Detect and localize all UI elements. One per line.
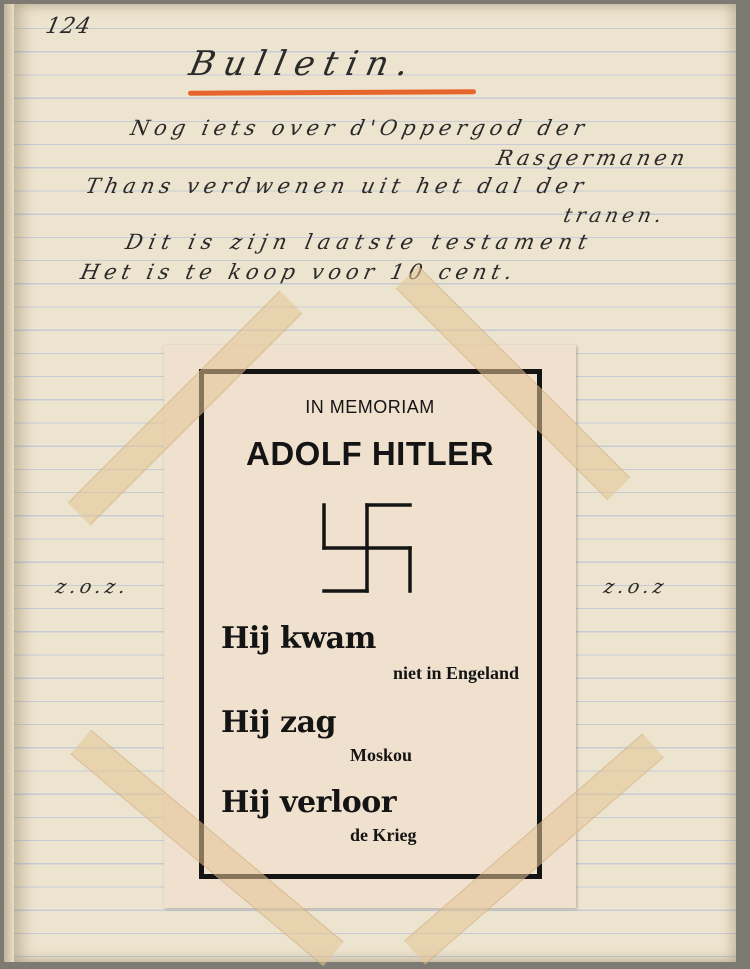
zoz-note-right: z.o.z — [601, 576, 670, 598]
handwritten-line: Rasgermanen — [494, 146, 691, 170]
zoz-note-left: z.o.z. — [53, 576, 132, 598]
verse-sub: de Krieg — [350, 825, 417, 845]
verse-main: Hij zag — [221, 705, 336, 740]
handwritten-line: tranen. — [561, 203, 669, 227]
handwritten-line: Dit is zijn laatste testament — [123, 230, 596, 254]
card-name: ADOLF HITLER — [246, 435, 494, 472]
verse-sub: Moskou — [350, 745, 413, 765]
handwritten-line: Thans verdwenen uit het dal der — [83, 174, 591, 198]
memorial-card — [164, 345, 576, 908]
bulletin-title: Bulletin. — [185, 44, 422, 84]
verse-sub: niet in Engeland — [392, 663, 519, 683]
title-underline — [188, 89, 476, 96]
swastika-icon — [322, 503, 412, 593]
verse-main: Hij verloor — [221, 785, 397, 820]
verse-main: Hij kwam — [221, 621, 376, 656]
card-header: IN MEMORIAM — [305, 397, 435, 417]
handwritten-line: Nog iets over d'Oppergod der — [128, 116, 592, 140]
handwritten-line: Het is te koop voor 10 cent. — [78, 260, 520, 284]
page-number: 124 — [43, 14, 94, 39]
